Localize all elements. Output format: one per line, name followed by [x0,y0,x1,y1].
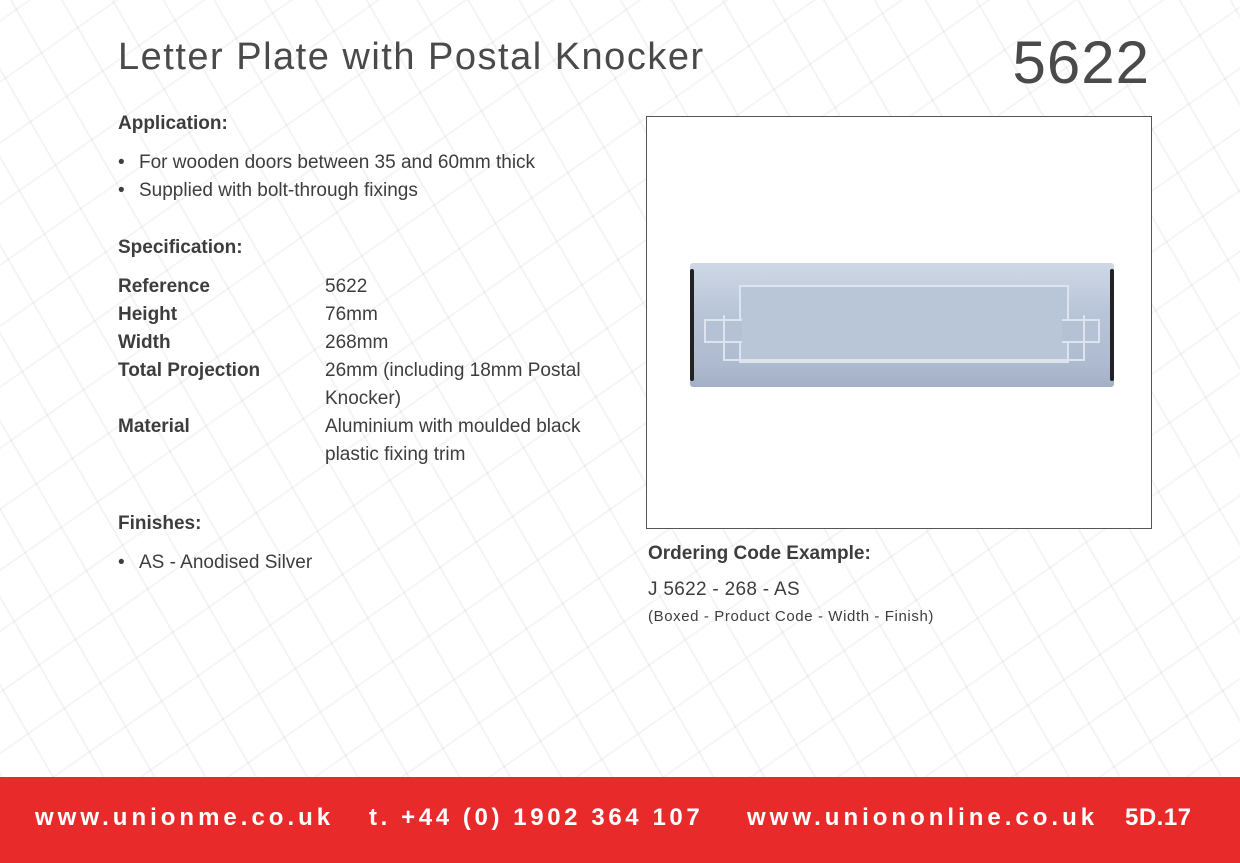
spec-label: Width [118,332,171,353]
fixing-trim-left [690,269,694,381]
ordering-code-legend: (Boxed - Product Code - Width - Finish) [648,608,934,625]
product-image-frame [646,116,1152,529]
spec-label: Reference [118,276,210,297]
list-item: • For wooden doors between 35 and 60mm thick [118,149,618,177]
application-list [118,149,618,205]
fixing-trim-right [1110,269,1114,381]
spec-label: Total Projection [118,360,261,381]
table-row [118,273,615,301]
spec-value: 26mm (including 18mm Postal Knocker) [325,360,581,409]
spec-value: 5622 [325,276,368,297]
list-item: • AS - Anodised Silver [118,549,618,577]
spec-value: 76mm [325,304,378,325]
list-item: • Supplied with bolt-through fixings [118,177,618,205]
table-row [118,329,615,357]
page-title: Letter Plate with Postal Knocker [118,36,705,78]
details-column [118,113,618,577]
specification-table [118,273,615,469]
website-link-unionme[interactable]: www.unionme.co.uk [35,804,335,831]
ordering-code-example: J 5622 - 268 - AS [648,579,800,600]
product-code: 5622 [1012,29,1150,96]
telephone-number: t. +44 (0) 1902 364 107 [369,804,704,831]
ordering-section [648,543,934,625]
page-number: 5D.17 [1125,804,1192,831]
table-row [118,413,615,469]
ordering-heading: Ordering Code Example: [648,543,871,564]
application-heading: Application: [118,113,228,134]
footer-bar [0,777,1240,863]
letter-plate-image [690,263,1114,387]
specification-heading: Specification: [118,237,243,258]
postal-knocker-bar [723,315,1085,361]
spec-label: Material [118,416,190,437]
table-row [118,357,615,413]
website-link-uniononline[interactable]: www.uniononline.co.uk [747,804,1099,831]
table-row [118,301,615,329]
finishes-heading: Finishes: [118,513,202,534]
spec-label: Height [118,304,178,325]
spec-value: 268mm [325,332,389,353]
spec-value: Aluminium with moulded black plastic fixing trim [325,416,581,465]
finishes-list [118,549,618,577]
